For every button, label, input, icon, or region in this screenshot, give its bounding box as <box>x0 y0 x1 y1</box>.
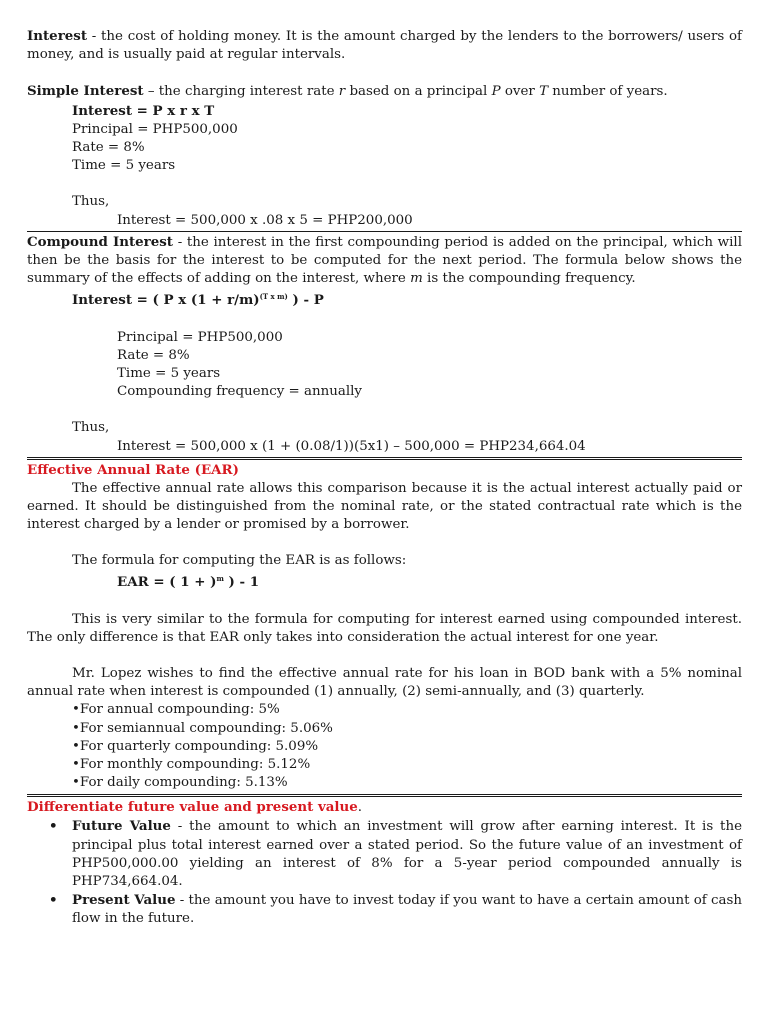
fv-pv-heading: Differentiate future value and present value. <box>27 799 363 816</box>
list-item: • For semiannual compounding: 5.06% <box>72 720 742 738</box>
future-value-item: • Future Value - the amount to which an investment will grow after earning interest. It is the principal plus total interest earned over a stated period. So the future value of an investment of PHP500,000.00 yielding an interest of 8% for a 5-year period compounded annually is PHP734,664.04. <box>49 818 742 889</box>
ear-paragraph-3: Mr. Lopez wishes to find the effective annual rate for his loan in BOD bank with a 5% nominal annual rate when interest is compounded (1) annually, (2) semi-annually, and (3) quarterly. <box>27 666 742 700</box>
list-item: • For quarterly compounding: 5.09% <box>72 738 742 756</box>
ear-formula: EAR = ( 1 + )$^m$ ) - 1 <box>117 574 260 591</box>
simple-time: Time = 5 years <box>72 158 176 174</box>
interest-term: Interest <box>27 28 88 44</box>
interest-definition: Interest - the cost of holding money. It is the amount charged by the lenders to the borrowers/ users of money, and is usually paid at regular intervals. <box>27 28 742 63</box>
compound-thus: Thus, <box>72 420 110 436</box>
compound-principal: Principal = PHP500,000 <box>117 329 283 345</box>
compound-frequency: Compounding frequency = annually <box>117 384 362 400</box>
fv-pv-list <box>27 817 742 928</box>
simple-interest-formula: Interest = P x r x T <box>72 102 215 119</box>
compound-interest-definition: Compound Interest - the interest in the first compounding period is added on the principal, which will then be the basis for the interest to be computed for the next period. The formula below shows the summary of the effects of adding on the interest, where m is the compounding frequency. <box>27 233 742 287</box>
list-item: • For monthly compounding: 5.12% <box>72 756 742 774</box>
bullet-icon: • <box>49 818 58 835</box>
compound-interest-formula: Interest = ( P x $(1 + r/m)^{(T x m)}$ ) - P <box>72 292 324 309</box>
compound-time: Time = 5 years <box>117 366 221 382</box>
list-item: • For annual compounding: 5% <box>72 701 742 719</box>
simple-rate: Rate = 8% <box>72 140 145 156</box>
present-value-item: • Present Value - the amount you have to invest today if you want to have a certain amount of cash flow in the future. <box>49 892 742 927</box>
section-divider <box>27 457 742 461</box>
simple-thus: Thus, <box>72 194 110 210</box>
simple-interest-definition: Simple Interest – the charging interest rate r based on a principal P over T number of years. <box>27 83 668 100</box>
section-divider <box>27 794 742 798</box>
ear-paragraph-2: This is very similar to the formula for computing for interest earned using compounded interest. The only difference is that EAR only takes into consideration the actual interest for one year. <box>27 611 742 645</box>
simple-interest-heading: Simple Interest <box>27 83 144 100</box>
bullet-icon: • <box>49 892 58 909</box>
ear-heading: Effective Annual Rate (EAR) <box>27 462 240 479</box>
list-item: • For daily compounding: 5.13% <box>72 774 742 792</box>
compound-interest-heading: Compound Interest <box>27 233 173 250</box>
simple-principal: Principal = PHP500,000 <box>72 121 238 137</box>
ear-formula-intro: The formula for computing the EAR is as follows: <box>72 553 407 569</box>
section-divider <box>27 231 742 232</box>
ear-paragraph-1: The effective annual rate allows this comparison because it is the actual interest actually paid or earned. It should be distinguished from the nominal rate, or the stated contractual rate which is the interest charged by a lender or promised by a borrower. <box>27 480 742 533</box>
compound-result: Interest = 500,000 x (1 + (0.08/1))(5x1) – 500,000 = PHP234,664.04 <box>117 438 586 454</box>
simple-result: Interest = 500,000 x .08 x 5 = PHP200,000 <box>117 212 413 228</box>
compound-rate: Rate = 8% <box>117 347 190 363</box>
ear-results-list <box>27 701 742 792</box>
